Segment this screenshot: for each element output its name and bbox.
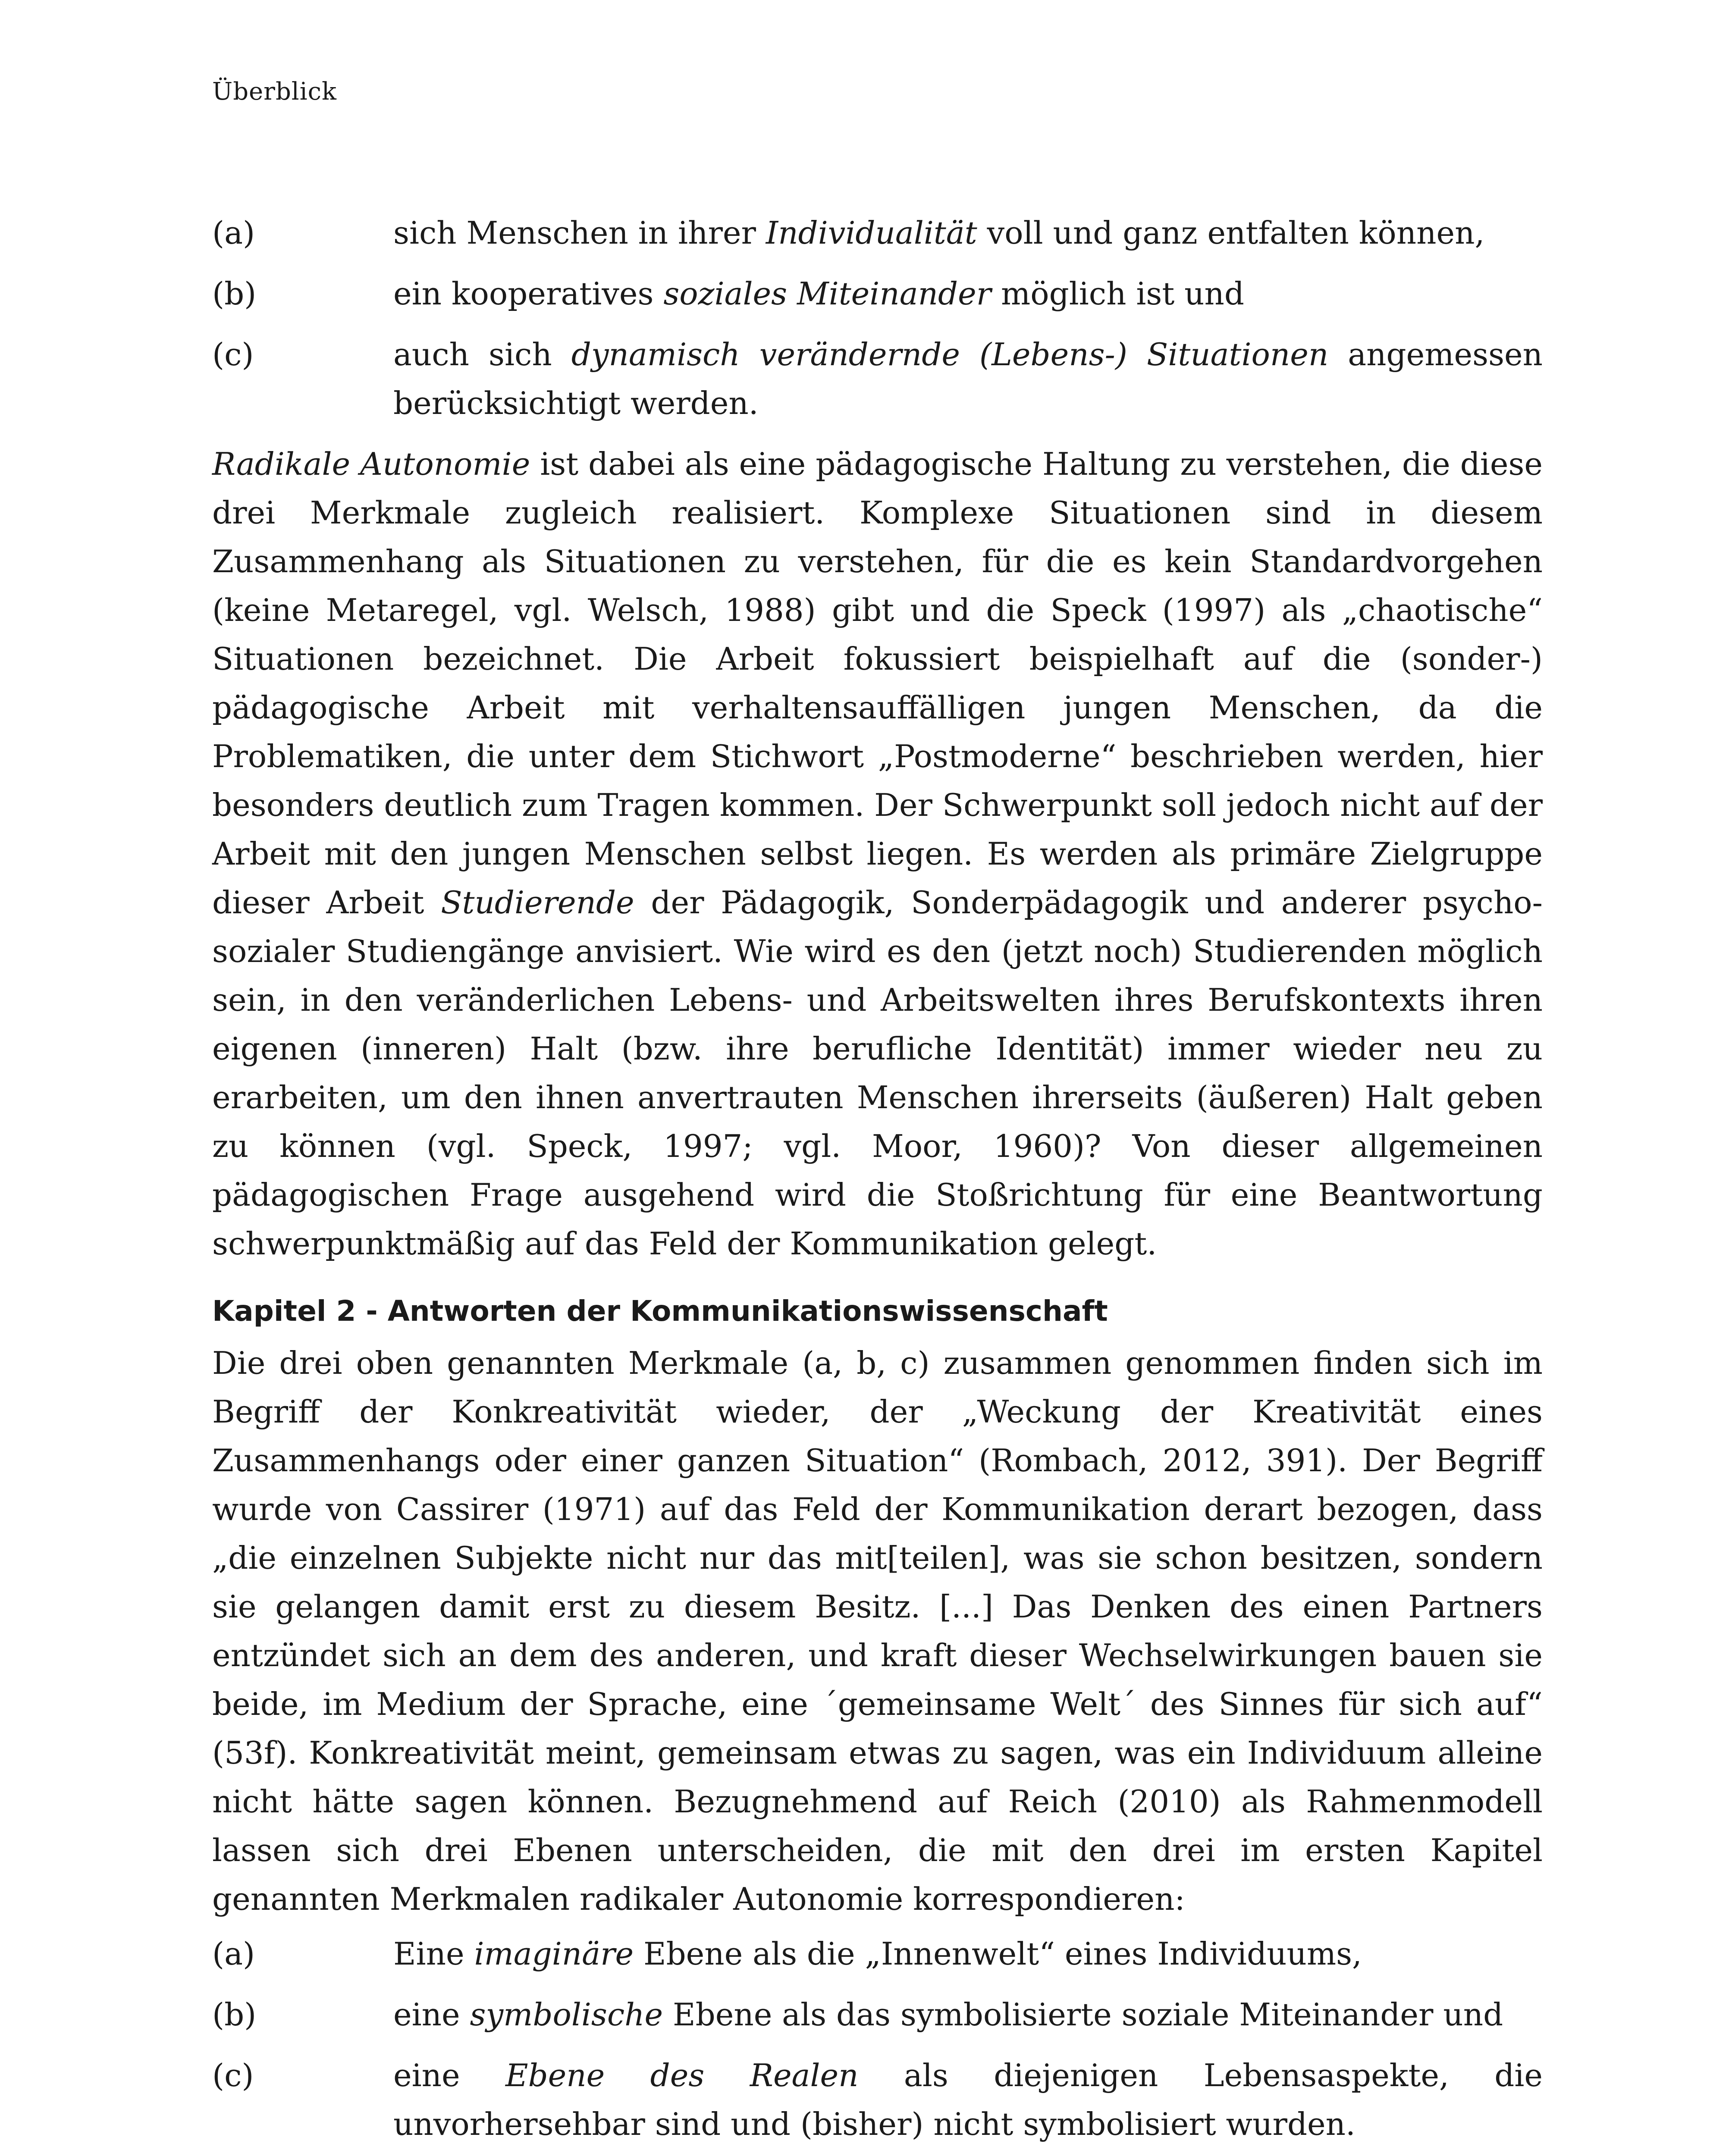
- list-label: (c): [212, 2057, 254, 2093]
- list-item: [212, 2051, 1543, 2149]
- running-header: Überblick: [212, 78, 337, 106]
- list-item: [212, 270, 1543, 318]
- list-label: (a): [212, 215, 255, 251]
- list-label: (a): [212, 1936, 255, 1972]
- list-label: (b): [212, 276, 257, 312]
- list-item: [212, 209, 1543, 257]
- paragraph-konkreativitaet: Die drei oben genannten Merkmale (a, b, c) zusammen genommen finden sich im Begriff der Konkreativität wieder, der „Weckung der Kreativität eines Zusammenhangs oder einer ganzen Situation“ (Rombach, 2012, 391). Der Begriff wurde von Cassirer (1971) auf das Feld der Kommunikation derart bezogen, dass „die einzelnen Subjekte nicht nur das mit[teilen], was sie schon besitzen, sondern sie gelangen damit erst zu diesem Besitz. [...] Das Denken des einen Partners entzündet sich an dem des anderen, und kraft dieser Wechselwirkungen bauen sie beide, im Medium der Sprache, eine ´gemeinsame Welt´ des Sinnes für sich auf“ (53f). Konkreativität meint, gemeinsam etwas zu sagen, was ein Individuum alleine nicht hätte sagen können. Bezugnehmend auf Reich (2010) als Rahmenmodell lassen sich drei Ebenen unterscheiden, die mit den drei im ersten Kapitel genannten Merkmalen radikaler Autonomie korrespondieren:: [212, 1345, 1543, 1917]
- emphasis: imaginäre: [474, 1936, 634, 1972]
- list-text: ein kooperatives soziales Miteinander möglich ist und: [393, 276, 1244, 312]
- list-text: eine Ebene des Realen als diejenigen Lebensaspekte, die unvorhersehbar sind und (bisher) nicht symbolisiert wurden.: [393, 2057, 1543, 2142]
- list-item: [212, 1930, 1543, 1978]
- emphasis: soziales Miteinander: [663, 276, 992, 312]
- list-label: (b): [212, 1996, 257, 2033]
- list-text: Eine imaginäre Ebene als die „Innenwelt“ eines Individuums,: [393, 1936, 1362, 1972]
- list-text: eine symbolische Ebene als das symbolisierte soziale Miteinander und: [393, 1996, 1503, 2033]
- list-item: [212, 330, 1543, 428]
- section-heading: Kapitel 2 - Antworten der Kommunikationswissenschaft: [212, 1294, 1108, 1328]
- list-text: auch sich dynamisch verändernde (Lebens-) Situationen angemessen berücksichtigt werden.: [393, 336, 1543, 421]
- list-label: (c): [212, 336, 254, 373]
- emphasis: Radikale Autonomie: [212, 446, 530, 482]
- main-content: [212, 203, 1543, 2156]
- emphasis: Ebene des Realen: [505, 2057, 859, 2093]
- emphasis: symbolische: [470, 1996, 663, 2033]
- emphasis: dynamisch verändernde (Lebens-) Situationen: [571, 336, 1329, 373]
- list-criteria: [212, 209, 1543, 428]
- list-text: sich Menschen in ihrer Individualität voll und ganz entfalten können,: [393, 215, 1485, 251]
- list-item: [212, 1990, 1543, 2039]
- paragraph-radikale-autonomie: Radikale Autonomie ist dabei als eine pädagogische Haltung zu verstehen, die diese drei Merkmale zugleich realisiert. Komplexe Situationen sind in diesem Zusammenhang als Situationen zu verstehen, für die es kein Standardvorgehen (keine Metaregel, vgl. Welsch, 1988) gibt und die Speck (1997) als „chaotische“ Situationen bezeichnet. Die Arbeit fokussiert beispielhaft auf die (sonder-) pädagogische Arbeit mit verhaltensauffälligen jungen Menschen, da die Problematiken, die unter dem Stichwort „Postmoderne“ beschrieben werden, hier besonders deutlich zum Tragen kommen. Der Schwerpunkt soll jedoch nicht auf der Arbeit mit den jungen Menschen selbst liegen. Es werden als primäre Zielgruppe dieser Arbeit Studierende der Pädagogik, Sonderpädagogik und anderer psycho-sozialer Studiengänge anvisiert. Wie wird es den (jetzt noch) Studierenden möglich sein, in den veränderlichen Lebens- und Arbeitswelten ihres Berufskontexts ihren eigenen (inneren) Halt (bzw. ihre berufliche Identität) immer wieder neu zu erarbeiten, um den ihnen anvertrauten Menschen ihrerseits (äußeren) Halt geben zu können (vgl. Speck, 1997; vgl. Moor, 1960)? Von dieser allgemeinen pädagogischen Frage ausgehend wird die Stoßrichtung für eine Beantwortung schwerpunktmäßig auf das Feld der Kommunikation gelegt.: [212, 446, 1543, 1262]
- emphasis: Studierende: [441, 884, 634, 921]
- list-ebenen: [212, 1930, 1543, 2149]
- emphasis: Individualität: [766, 215, 977, 251]
